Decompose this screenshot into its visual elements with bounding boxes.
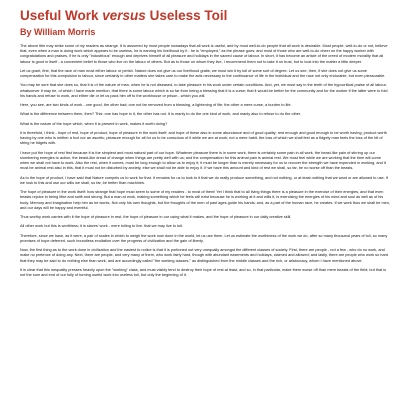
paragraph bbox=[20, 122, 390, 127]
paragraph bbox=[20, 268, 390, 278]
paragraph: Here, you see, are two kinds of work - one good, the other bad; one not far removed from a blessing, a lightening of life; the other a mere curse, a burden to life. bbox=[20, 103, 292, 108]
title-part: Useful Work bbox=[20, 8, 103, 23]
paragraph: You may be sure that she does so, that it is of the nature of man, when he is not diseased, to take pleasure in his work under certain conditions. And, yet, we must say in the teeth of the hypocritical praise of all labour, whatsoever it may be, of which I have made mention, that there is some labour which is so far from being a blessing that it is a curse; that it would be better for the community and for the worker if the latter were to fold his hands and refuse to work, and either die or let us pack him off to the workhouse or prison - which you will. bbox=[20, 83, 388, 98]
article-title bbox=[20, 8, 390, 24]
article-byline: By William Morris bbox=[20, 27, 96, 37]
paragraph-text: What is the nature of the hope which, when it is present in work, makes it worth doing? bbox=[20, 121, 168, 126]
paragraph: Now, the first thing as to the work done in civilization and the easiest to notice is that it is portioned out very unequally amongst the different classes of society. First, there are people - not a few - who do no work, and make no pretence of doing any. Next, there are people, and very many of them, who work fairly hard, though with abundant easements and holidays, claimed and allowed; and lastly, there are people who work so hard that they may be said to do nothing else than work, and are accordingly called "the working classes," as distinguished from the middle classes and the rich, or aristocracy, whom I have mentioned above. bbox=[20, 248, 389, 263]
paragraph: I have put the hope of rest first because it is the simplest and most natural part of our hope. Whatever pleasure there is in some work, there is certainly some pain in all work, the beast-like pain of stirring up our slumbering energies to action, the beast-like dread of change when things are pretty well with us; and the compensation for this animal pain is animal rest. We must feel while we are working that the time will come when we shall not have to work. Also the rest, when it comes, must be long enough to allow us to enjoy it; it must be longer than is merely necessary for us to recover the strength we have expended in working, and it must be animal rest also in this, that it must not be disturbed by anxiety, else we shall not be able to enjoy it. If we have this amount and kind of rest we shall, so far, be no worse off than the beasts. bbox=[20, 150, 386, 171]
paragraph: As to the hope of product, I have said that Nature compels us to work for that. It remains for us to look to it that we do really produce something, and not nothing, or at least nothing that we want or are allowed to use. If we look to this and use our wills we shall, so far, be better than machines. bbox=[20, 175, 388, 185]
title-part: Useless Toil bbox=[145, 8, 228, 23]
paragraph-text: It is clear that this inequality presses heavily upon the "working" class, and must visibly tend to destroy their hope of rest at least, and so, in that particular, make them worse off than mere beasts of the field; but that is not the sum and end of our folly of turning useful work into bbox=[20, 267, 387, 278]
paragraph: It is threefold, I think - hope of rest, hope of product, hope of pleasure in the work itself; and hope of these also in some abundance and of good quality; rest enough and good enough to be worth having; product worth having by one who is neither a fool nor an ascetic; pleasure enough for all for us to be conscious of it while we are at work; not a mere habit, the loss of which we shall feel as a fidgety man feels the loss of the bit of string he fidgets with. bbox=[20, 131, 387, 146]
paragraph: The above title may strike some of my readers as strange. It is assumed by most people nowadays that all work is useful, and by most well-to-do people that all work is desirable. Most people, well-to-do or not, believe that, even when a man is doing work which appears to be useless, he is earning his livelihood by it - he is "employed," as the phrase goes; and most of those who are well-to-do cheer on the happy worker with congratulations and praises, if he is only "industrious" enough and deprives himself of all pleasure and holidays in the sacred cause of labour. In short, it has become an article of the creed of modern morality that all labour is good in itself - a convenient belief to those who live on the labour of others. But as to those on whom they live, I recommend them not to take it on trust, but to look into the matter a little deeper. bbox=[20, 44, 388, 64]
paragraph-emphasis: useless bbox=[119, 273, 133, 278]
paragraph-text: toil, but only the beginning of it. bbox=[132, 273, 187, 278]
paragraph: What is the difference between them, then? This: one has hope in it, the other has not. It is manly to do the one kind of work, and manly also to refuse to do the other. bbox=[20, 112, 302, 117]
paragraph: The hope of pleasure in the work itself: how strange that hope must seem to some of my readers - to most of them! Yet I think that to all living things there is a pleasure in the exercise of their energies, and that even beasts rejoice in being lithe and swift and strong. But a man at work, making something which he feels will exist because he is working at it and wills it, is exercising the energies of his mind and soul as well as of his body. Memory and imagination help him as he works. Not only his own thoughts, but the thoughts of the men of past ages guide his hands; and, as a part of the human race, he creates. If we work thus we shall be men, and our days will be happy and eventful. bbox=[20, 190, 390, 210]
paragraph: Therefore, since we have, as it were, a pair of scales in which to weigh the work now done in the world, let us use them. Let us estimate the worthiness of the work we do, after so many thousand years of toil, so many promises of hope deferred, such boundless exultation over the progress of civilization and the gain of liberty. bbox=[20, 233, 388, 243]
paragraph: Thus worthy work carries with it the hope of pleasure in rest, the hope of pleasure in our using what it makes, and the hope of pleasure in our daily creative skill. bbox=[20, 215, 292, 220]
paragraph: Let us grant, first, that the race of man must either labour or perish. Nature does not give us our livelihood gratis; we must win it by toil of some sort of degree. Let us see, then, if she does not give us some compensation for this compulsion to labour, since certainly in other matters she takes care to make the acts necessary to the continuance of life in the individual and the race not only endurable, but even pleasurable. bbox=[20, 68, 386, 79]
title-emphasis: versus bbox=[102, 8, 146, 23]
paragraph: All other work but this is worthless; it is slaves' work - mere toiling to live, that we may live to toil. bbox=[20, 224, 184, 229]
